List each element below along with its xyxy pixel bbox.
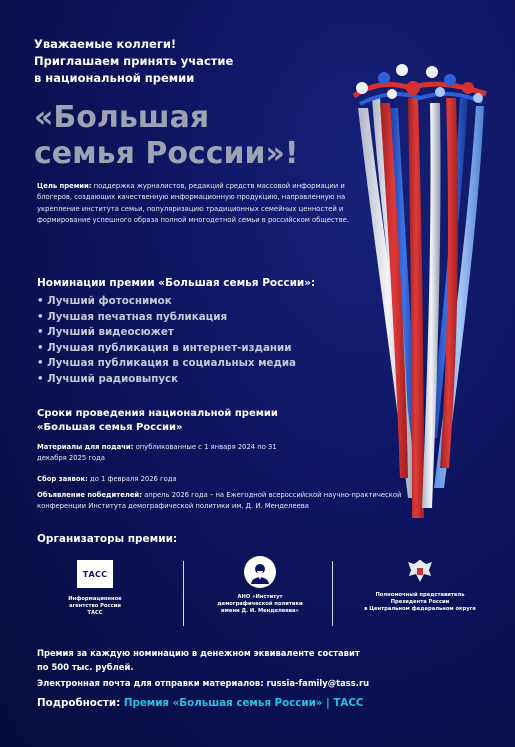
- divider: [183, 561, 184, 626]
- prize-line-1: Премия за каждую номинацию в денежном эквиваленте составит: [37, 648, 360, 658]
- more-details-label: Подробности:: [37, 697, 124, 709]
- organizer-envoy: [350, 556, 490, 613]
- nominations-list: [37, 294, 296, 388]
- terms-collection: [37, 474, 447, 485]
- materials-text: опубликованные с 1 января 2024 по 31 декабря 2025 года: [37, 443, 277, 463]
- goal-text: поддержка журналистов, редакций средств массовой информации и блогеров, создающих качественную информационную продукцию, направленную на укрепление института семьи, популяризацию традиционных семейных ценностей и формирование успешного образа полной многодетной семьи в российском обществе.: [37, 182, 349, 225]
- winners-text: апрель 2026 года – на Ежегодной всероссийской научно-практической конференции Института демографической политики им. Д. И. Менделеева: [37, 491, 402, 511]
- greeting-line-3: в национальной премии: [34, 71, 195, 85]
- organizer-envoy-caption: Полномочный представитель Президента России в Центральном федеральном округе: [364, 592, 476, 612]
- more-details-link[interactable]: Премия «Большая семья России» | ТАСС: [123, 697, 364, 709]
- nomination-item: • Лучший радиовыпуск: [37, 372, 296, 388]
- nomination-item: • Лучшая публикация в интернет-издании: [37, 341, 296, 357]
- more-details: [37, 697, 364, 709]
- family-sculpture-illustration: [350, 58, 490, 528]
- terms-winners: [37, 490, 437, 513]
- tass-logo: ТАСС: [77, 560, 113, 588]
- nominations-heading: Номинации премии «Большая семья России»:: [37, 277, 316, 289]
- title-line-1: «Большая: [34, 100, 210, 135]
- greeting-line-1: Уважаемые коллеги!: [34, 37, 177, 51]
- winners-label: Объявление победителей:: [37, 491, 142, 499]
- coat-of-arms-icon: [405, 556, 435, 586]
- nomination-item: • Лучший фотоснимок: [37, 294, 296, 310]
- terms-heading: [37, 407, 278, 434]
- organizer-institute-caption: АНО «Институт демографической политики имени Д. И. Менделеева»: [217, 594, 303, 614]
- organizer-tass: [40, 556, 150, 617]
- greeting: [34, 36, 334, 87]
- goal-paragraph: [37, 181, 352, 227]
- organizer-institute: [205, 556, 315, 615]
- divider: [332, 561, 333, 626]
- prize-line-2: по 500 тыс. рублей.: [37, 662, 134, 672]
- nomination-item: • Лучшая печатная публикация: [37, 310, 296, 326]
- organizers-heading: Организаторы премии:: [37, 533, 178, 545]
- terms-materials: [37, 442, 307, 465]
- organizer-tass-caption: Информационное агентство России ТАСС: [68, 596, 122, 616]
- nomination-item: • Лучшая публикация в социальных медиа: [37, 356, 296, 372]
- mendeleev-portrait-logo: [244, 556, 276, 588]
- greeting-line-2: Приглашаем принять участие: [34, 54, 234, 68]
- nomination-item: • Лучший видеосюжет: [37, 325, 296, 341]
- goal-label: Цель премии:: [37, 182, 92, 190]
- collection-label: Сбор заявок:: [37, 475, 88, 483]
- terms-heading-line-2: «Большая семья России»: [37, 421, 183, 433]
- terms-heading-line-1: Сроки проведения национальной премии: [37, 408, 278, 419]
- email-line: Электронная почта для отправки материалов: russia-family@tass.ru: [37, 678, 370, 688]
- collection-text: до 1 февраля 2026 года: [87, 475, 177, 483]
- page-title: [34, 100, 364, 172]
- materials-label: Материалы для подачи:: [37, 443, 134, 451]
- title-line-2: семья России»!: [34, 136, 299, 171]
